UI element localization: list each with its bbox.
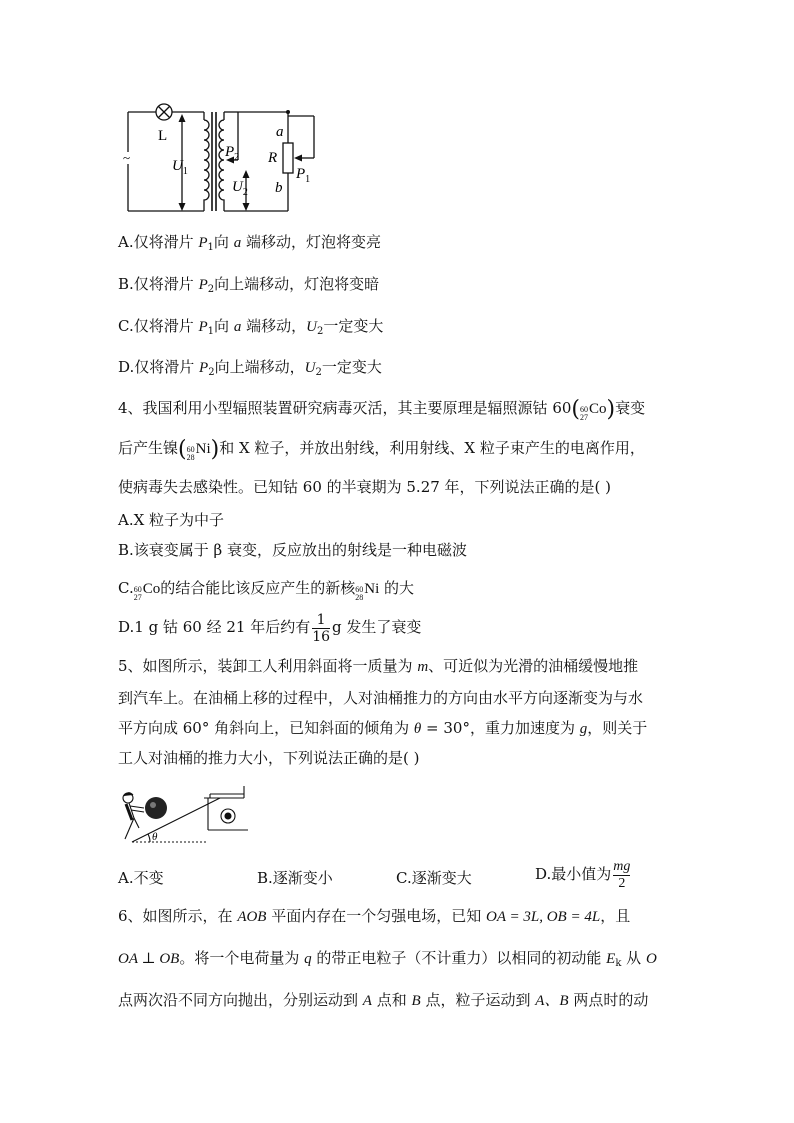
u2-label: U bbox=[232, 179, 243, 195]
svg-text:U1 bbox=[172, 158, 188, 177]
p1-slider-arrow-icon bbox=[294, 155, 302, 162]
q5-option-d: D.最小值为 $\frac{mg}{2}$ bbox=[535, 858, 631, 891]
q4-option-b: B.该衰变属于 β 衰变，反应放出的射线是一种电磁波 bbox=[118, 541, 468, 559]
lamp-label: L bbox=[158, 128, 168, 144]
u1-subscript: 1 bbox=[182, 166, 188, 177]
q4-option-a: A.X 粒子为中子 bbox=[118, 511, 225, 529]
u1-arrow-up-icon bbox=[179, 114, 186, 122]
ramp-angle-label: θ bbox=[152, 831, 158, 843]
oil-barrel-icon bbox=[145, 797, 167, 819]
q5-option-c: C.逐渐变大 bbox=[396, 869, 472, 887]
q3-option-d: D.仅将滑片 $P_2$向上端移动，$U_2$一定变大 bbox=[118, 358, 382, 378]
q6-stem-line-3: 点两次沿不同方向抛出，分别运动到 A 点和 B 点，粒子运动到 A、B 两点时的动 bbox=[118, 991, 649, 1009]
q5-option-b: B.逐渐变小 bbox=[257, 869, 333, 887]
q6-stem-line-1: 6、如图所示，在 AOB 平面内存在一个匀强电场，已知 OA = 3L, OB = 4L，且 bbox=[118, 907, 631, 925]
q5-stem-line-1: 5、如图所示，装卸工人利用斜面将一质量为 m、可近似为光滑的油桶缓慢地推 bbox=[118, 657, 639, 675]
terminal-a-label: a bbox=[276, 124, 284, 140]
p1-subscript: 1 bbox=[305, 174, 311, 185]
q5-stem-line-4: 工人对油桶的推力大小，下列说法正确的是( ) bbox=[118, 749, 420, 767]
q4-option-c: C. 60 27 Co的结合能比该反应产生的新核 60 28 Ni 的大 bbox=[118, 579, 415, 602]
q4-stem-line-1: 4、我国利用小型辐照装置研究病毒灭活，其主要原理是辐照源钴 60( 60 27 Co)衰变 bbox=[118, 397, 646, 422]
u1-label: U bbox=[172, 158, 183, 174]
q3-option-a: A.仅将滑片 $P_1$向 a 端移动，灯泡将变亮 bbox=[118, 233, 381, 253]
q5-stem-line-3: 平方向成 60° 角斜向上，已知斜面的倾角为 θ = 30°，重力加速度为 g，则关于 bbox=[118, 719, 648, 737]
q4-option-d: D.1 g 钴 60 经 21 年后约有 $\frac{1}{16}$ g 发生了衰变 bbox=[118, 611, 422, 645]
q5-stem-line-2: 到汽车上。在油桶上移的过程中，人对油桶推力的方向由水平方向逐渐变为与水 bbox=[118, 689, 644, 707]
u1-arrow-down-icon bbox=[179, 203, 186, 211]
ac-source-icon: ~ bbox=[123, 150, 131, 165]
q3-option-b: B.仅将滑片 $P_2$向上端移动，灯泡将变暗 bbox=[118, 275, 380, 295]
q6-stem-line-2: OA ⊥ OB。将一个电荷量为 q 的带正电粒子（不计重力）以相同的初动能 $E_k$ 从 O bbox=[118, 949, 657, 969]
p1-label: P bbox=[296, 166, 306, 182]
junction-dot bbox=[286, 110, 290, 114]
lamp-icon bbox=[156, 104, 172, 120]
q4-stem-line-2: 后产生镍( 60 28 Ni)和 X 粒子，并放出射线，利用射线、X 粒子束产生的电离作用， bbox=[118, 437, 645, 462]
p2-label: P bbox=[225, 144, 235, 160]
u2-arrow-up-icon bbox=[243, 170, 250, 178]
transformer-circuit-figure bbox=[118, 98, 328, 216]
ramp-incline bbox=[132, 798, 220, 842]
terminal-b-label: b bbox=[275, 180, 283, 196]
u2-subscript: 2 bbox=[242, 187, 248, 198]
worker-icon bbox=[123, 793, 144, 839]
u2-arrow-down-icon bbox=[243, 203, 250, 211]
q4-stem-line-3: 使病毒失去感染性。已知钴 60 的半衰期为 5.27 年，下列说法正确的是( ) bbox=[118, 478, 612, 496]
q5-option-a: A.不变 bbox=[118, 869, 164, 887]
worker-ramp-figure bbox=[116, 784, 250, 846]
resistor-label: R bbox=[268, 150, 278, 166]
q3-option-c: C.仅将滑片 $P_1$向 a 端移动，$U_2$一定变大 bbox=[118, 317, 384, 337]
svg-text:P1 bbox=[295, 166, 310, 185]
p2-subscript: 2 bbox=[234, 152, 240, 163]
